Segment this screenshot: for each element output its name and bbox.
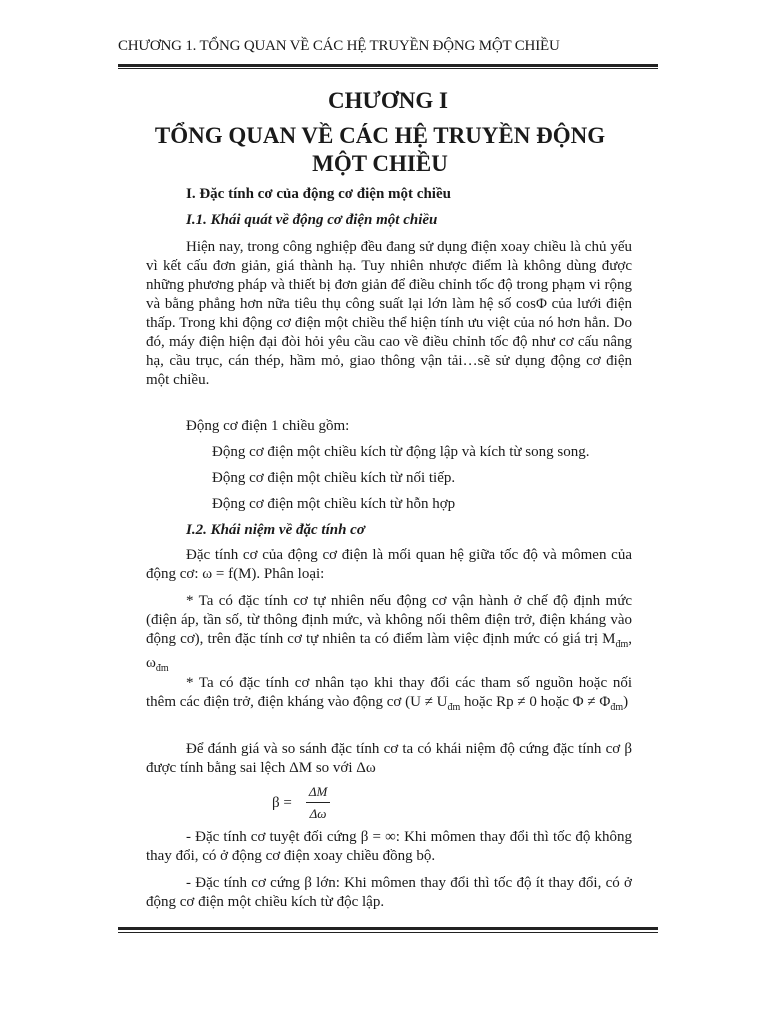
header-rule-thin bbox=[118, 68, 658, 69]
footer-rule-thick bbox=[118, 927, 658, 930]
absolute-stiff-paragraph: - Đặc tính cơ tuyệt đối cứng β = ∞: Khi mômen thay đổi thì tốc độ không thay đổi, có ở động cơ điện xoay chiều đồng bộ. bbox=[146, 829, 632, 864]
stiffness-paragraph: Để đánh giá và so sánh đặc tính cơ ta có khái niệm độ cứng đặc tính cơ β được tính bằng sai lệch ΔM so với Δω bbox=[146, 741, 632, 776]
formula-lhs: β = bbox=[272, 794, 292, 811]
definition-paragraph: Đặc tính cơ của động cơ điện là mối quan hệ giữa tốc độ và mômen của động cơ: ω = f(M). Phân loại: bbox=[146, 547, 632, 582]
artificial-characteristic-paragraph: * Ta có đặc tính cơ nhân tạo khi thay đổi các tham số nguồn hoặc nối thêm các điện trở, điện kháng vào động cơ ($U \ne U_{đm}$ hoặc Rp ≠ 0 hoặc $\Phi \ne \Phi_{đm}$) bbox=[146, 675, 632, 713]
list-item: Động cơ điện một chiều kích từ động lập và kích từ song song. bbox=[212, 444, 590, 460]
section-heading: I. Đặc tính cơ của động cơ điện một chiều bbox=[186, 186, 451, 202]
footer-rule-thin bbox=[118, 932, 658, 933]
formula-denominator: Δω bbox=[309, 806, 327, 821]
subsection-heading-1-1: I.1. Khái quát về động cơ điện một chiều bbox=[186, 212, 438, 228]
stiffness-formula bbox=[272, 784, 330, 822]
formula-fraction bbox=[306, 784, 330, 822]
formula-numerator: ΔM bbox=[306, 784, 330, 803]
subsection-heading-1-2: I.2. Khái niệm về đặc tính cơ bbox=[186, 522, 365, 538]
chapter-label: CHƯƠNG I bbox=[328, 88, 448, 113]
list-item: Động cơ điện một chiều kích từ hỗn hợp bbox=[212, 496, 456, 512]
chapter-title: TỔNG QUAN VỀ CÁC HỆ TRUYỀN ĐỘNG MỘT CHIỀU bbox=[154, 123, 606, 176]
header-rule-thick bbox=[118, 64, 658, 67]
running-header: CHƯƠNG 1. TỔNG QUAN VỀ CÁC HỆ TRUYỀN ĐỘNG MỘT CHIỀU bbox=[118, 38, 560, 54]
intro-paragraph: Hiện nay, trong công nghiệp đều đang sử dụng điện xoay chiều là chủ yếu vì kết cấu đơn giản, giá thành hạ. Tuy nhiên nhược điểm là không dùng được những phương pháp và thiết bị đơn giản để điều chỉnh tốc độ trong phạm vi rộng và bằng phẳng hơn nữa tiêu thụ công suất lại lớn làm hệ số cosΦ của lưới điện thấp. Trong khi động cơ điện một chiều thể hiện tính ưu việt của nó hơn hẳn. Do đó, máy điện hiện đại đòi hỏi yêu cầu cao về điều chỉnh tốc độ như cơ cấu nâng hạ, cầu trục, cán thép, hầm mỏ, giao thông vận tải…sẽ sử dụng động cơ điện một chiều. bbox=[146, 239, 632, 388]
list-intro: Động cơ điện 1 chiều gồm: bbox=[186, 418, 350, 434]
stiff-paragraph: - Đặc tính cơ cứng β lớn: Khi mômen thay đổi thì tốc độ ít thay đổi, có ở động cơ điện một chiều kích từ độc lập. bbox=[146, 875, 632, 910]
list-item: Động cơ điện một chiều kích từ nối tiếp. bbox=[212, 470, 456, 486]
natural-characteristic-paragraph: * Ta có đặc tính cơ tự nhiên nếu động cơ vận hành ở chế độ định mức (điện áp, tần số, từ thông định mức, và không nối thêm điện trở, điện kháng vào động cơ), trên đặc tính cơ tự nhiên ta có điểm làm việc định mức có giá trị $M_{đm}$, $\omega_{đm}$ bbox=[146, 593, 632, 674]
